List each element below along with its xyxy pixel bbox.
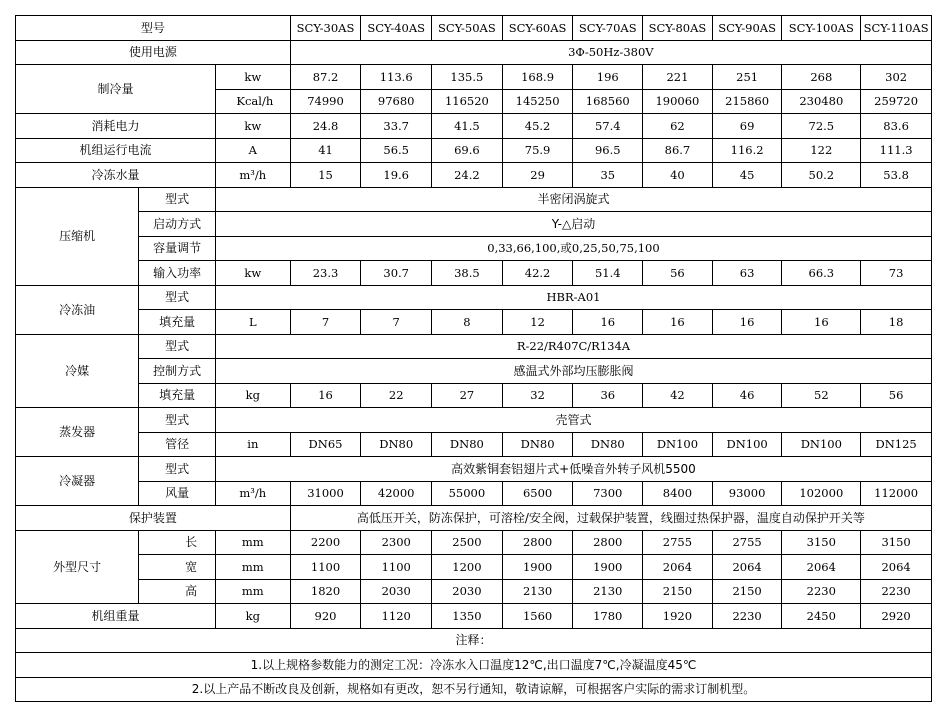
oil-fill-row [16, 310, 932, 335]
value-cell: 116.2 [712, 138, 782, 163]
dimension-length-row [16, 530, 932, 555]
notes-title-row [16, 628, 932, 653]
sub-label: 高 [139, 579, 216, 604]
compressor-capacity-row [16, 236, 932, 261]
value-cell: 3150 [782, 530, 861, 555]
unit-cell: kw [215, 114, 290, 139]
protection-value: 高低压开关，防冻保护，可溶栓/安全阀，过载保护装置，线圈过热保护器，温度自动保护开关等 [290, 506, 931, 531]
value-cell: 41 [290, 138, 361, 163]
value-cell: 16 [573, 310, 643, 335]
value-cell: 2150 [643, 579, 713, 604]
value-cell: 116520 [432, 89, 503, 114]
unit-cell: L [215, 310, 290, 335]
sub-label: 填充量 [139, 310, 216, 335]
value-cell: 27 [432, 383, 503, 408]
evaporator-pipe-row [16, 432, 932, 457]
power-consumption-row [16, 114, 932, 139]
evaporator-type-row [16, 408, 932, 433]
value-cell: 16 [782, 310, 861, 335]
value-cell: 23.3 [290, 261, 361, 286]
unit-cell: kw [215, 261, 290, 286]
value-cell: 50.2 [782, 163, 861, 188]
unit-cell: mm [215, 530, 290, 555]
value-cell: 42000 [361, 481, 432, 506]
value-cell: 2800 [573, 530, 643, 555]
power-supply-label: 使用电源 [16, 40, 291, 65]
value-cell: 251 [712, 65, 782, 90]
oil-label: 冷冻油 [16, 285, 139, 334]
model-name: SCY-110AS [861, 16, 932, 41]
value-cell: 268 [782, 65, 861, 90]
notes-line1-row [16, 653, 932, 678]
value-cell: 2030 [361, 579, 432, 604]
value-cell: 69 [712, 114, 782, 139]
value-cell: 96.5 [573, 138, 643, 163]
unit-cell: A [215, 138, 290, 163]
value-cell: 135.5 [432, 65, 503, 90]
value-cell: DN80 [361, 432, 432, 457]
value-cell: 215860 [712, 89, 782, 114]
value-cell: 190060 [643, 89, 713, 114]
value-cell: 196 [573, 65, 643, 90]
value-cell: 83.6 [861, 114, 932, 139]
value-cell: 15 [290, 163, 361, 188]
compressor-input-row [16, 261, 932, 286]
oil-type-row [16, 285, 932, 310]
value-cell: 35 [573, 163, 643, 188]
value-cell: 302 [861, 65, 932, 90]
value-cell: 56 [643, 261, 713, 286]
value-cell: 168560 [573, 89, 643, 114]
value-cell: 1100 [290, 555, 361, 580]
value-cell: 102000 [782, 481, 861, 506]
current-row [16, 138, 932, 163]
refrigerant-label: 冷媒 [16, 334, 139, 408]
value-cell: 93000 [712, 481, 782, 506]
value-cell: 66.3 [782, 261, 861, 286]
value-cell: 122 [782, 138, 861, 163]
sub-label: 型式 [139, 408, 216, 433]
value-cell: DN125 [861, 432, 932, 457]
refrigerant-fill-row [16, 383, 932, 408]
value-cell: 1900 [573, 555, 643, 580]
value-cell: 1100 [361, 555, 432, 580]
note-line-1: 1.以上规格参数能力的测定工况：冷冻水入口温度12℃,出口温度7℃,冷凝温度45℃ [16, 653, 932, 678]
value-cell: 7 [361, 310, 432, 335]
value-cell: 1560 [502, 604, 573, 629]
model-name: SCY-40AS [361, 16, 432, 41]
value-cell: 1350 [432, 604, 503, 629]
value-cell: 2064 [712, 555, 782, 580]
power-supply-value: 3Φ-50Hz-380V [290, 40, 931, 65]
model-name: SCY-70AS [573, 16, 643, 41]
value-cell: 16 [712, 310, 782, 335]
model-name: SCY-60AS [502, 16, 573, 41]
header-row [16, 16, 932, 41]
sub-label: 控制方式 [139, 359, 216, 384]
value-cell: 19.6 [361, 163, 432, 188]
refrigerant-control-value: 感温式外部均压膨胀阀 [215, 359, 931, 384]
value-cell: 111.3 [861, 138, 932, 163]
value-cell: 2230 [712, 604, 782, 629]
value-cell: 112000 [861, 481, 932, 506]
condenser-label: 冷凝器 [16, 457, 139, 506]
value-cell: 45.2 [502, 114, 573, 139]
value-cell: 2500 [432, 530, 503, 555]
weight-label: 机组重量 [16, 604, 216, 629]
model-name: SCY-50AS [432, 16, 503, 41]
notes-line2-row [16, 677, 932, 702]
sub-label: 填充量 [139, 383, 216, 408]
value-cell: 1200 [432, 555, 503, 580]
value-cell: DN100 [782, 432, 861, 457]
value-cell: 45 [712, 163, 782, 188]
value-cell: 56 [861, 383, 932, 408]
value-cell: 52 [782, 383, 861, 408]
unit-cell: kg [215, 604, 290, 629]
model-name: SCY-90AS [712, 16, 782, 41]
protection-label: 保护装置 [16, 506, 291, 531]
protection-row [16, 506, 932, 531]
value-cell: 145250 [502, 89, 573, 114]
value-cell: 2064 [861, 555, 932, 580]
condenser-air-row [16, 481, 932, 506]
value-cell: 230480 [782, 89, 861, 114]
value-cell: 2800 [502, 530, 573, 555]
power-supply-row [16, 40, 932, 65]
value-cell: 920 [290, 604, 361, 629]
value-cell: 18 [861, 310, 932, 335]
spec-table [15, 15, 932, 702]
value-cell: 46 [712, 383, 782, 408]
sub-label: 型式 [139, 457, 216, 482]
dimensions-label: 外型尺寸 [16, 530, 139, 604]
value-cell: 8400 [643, 481, 713, 506]
value-cell: 2150 [712, 579, 782, 604]
value-cell: 3150 [861, 530, 932, 555]
value-cell: 2130 [502, 579, 573, 604]
value-cell: 72.5 [782, 114, 861, 139]
refrigerant-type-value: R-22/R407C/R134A [215, 334, 931, 359]
value-cell: 42.2 [502, 261, 573, 286]
sub-label: 管径 [139, 432, 216, 457]
value-cell: DN80 [432, 432, 503, 457]
current-label: 机组运行电流 [16, 138, 216, 163]
value-cell: 69.6 [432, 138, 503, 163]
value-cell: 31000 [290, 481, 361, 506]
value-cell: 42 [643, 383, 713, 408]
value-cell: DN80 [502, 432, 573, 457]
notes-title: 注释： [16, 628, 932, 653]
value-cell: 29 [502, 163, 573, 188]
compressor-start-value: Y-△启动 [215, 212, 931, 237]
value-cell: 2230 [861, 579, 932, 604]
unit-cell: mm [215, 555, 290, 580]
value-cell: 1780 [573, 604, 643, 629]
value-cell: 97680 [361, 89, 432, 114]
value-cell: 62 [643, 114, 713, 139]
sub-label: 宽 [139, 555, 216, 580]
value-cell: 41.5 [432, 114, 503, 139]
condenser-type-value: 高效紫铜套铝翅片式+低噪音外转子风机5500 [215, 457, 931, 482]
value-cell: 2130 [573, 579, 643, 604]
unit-cell: Kcal/h [215, 89, 290, 114]
sub-label: 风量 [139, 481, 216, 506]
value-cell: 2450 [782, 604, 861, 629]
value-cell: 2920 [861, 604, 932, 629]
cooling-label: 制冷量 [16, 65, 216, 114]
value-cell: 2200 [290, 530, 361, 555]
value-cell: 7300 [573, 481, 643, 506]
sub-label: 输入功率 [139, 261, 216, 286]
value-cell: 86.7 [643, 138, 713, 163]
value-cell: 8 [432, 310, 503, 335]
value-cell: 22 [361, 383, 432, 408]
model-label: 型号 [16, 16, 291, 41]
compressor-type-value: 半密闭涡旋式 [215, 187, 931, 212]
value-cell: 75.9 [502, 138, 573, 163]
value-cell: 16 [290, 383, 361, 408]
condenser-type-row [16, 457, 932, 482]
sub-label: 型式 [139, 334, 216, 359]
value-cell: 51.4 [573, 261, 643, 286]
model-name: SCY-100AS [782, 16, 861, 41]
unit-cell: mm [215, 579, 290, 604]
value-cell: 30.7 [361, 261, 432, 286]
value-cell: 2064 [643, 555, 713, 580]
value-cell: 2755 [643, 530, 713, 555]
value-cell: 73 [861, 261, 932, 286]
value-cell: 6500 [502, 481, 573, 506]
refrigerant-control-row [16, 359, 932, 384]
value-cell: 168.9 [502, 65, 573, 90]
value-cell: 24.2 [432, 163, 503, 188]
value-cell: 57.4 [573, 114, 643, 139]
value-cell: 74990 [290, 89, 361, 114]
value-cell: 1920 [643, 604, 713, 629]
model-name: SCY-30AS [290, 16, 361, 41]
value-cell: 1900 [502, 555, 573, 580]
value-cell: 40 [643, 163, 713, 188]
model-name: SCY-80AS [643, 16, 713, 41]
sub-label: 启动方式 [139, 212, 216, 237]
unit-cell: kw [215, 65, 290, 90]
value-cell: 2300 [361, 530, 432, 555]
value-cell: 56.5 [361, 138, 432, 163]
value-cell: 221 [643, 65, 713, 90]
unit-cell: m³/h [215, 481, 290, 506]
compressor-start-row [16, 212, 932, 237]
value-cell: 1820 [290, 579, 361, 604]
note-line-2: 2.以上产品不断改良及创新，规格如有更改，恕不另行通知，敬请谅解，可根据客户实际的需求订制机型。 [16, 677, 932, 702]
sub-label: 长 [139, 530, 216, 555]
value-cell: 2230 [782, 579, 861, 604]
refrigerant-type-row [16, 334, 932, 359]
value-cell: 36 [573, 383, 643, 408]
water-flow-row [16, 163, 932, 188]
value-cell: 12 [502, 310, 573, 335]
value-cell: 2030 [432, 579, 503, 604]
value-cell: 33.7 [361, 114, 432, 139]
sub-label: 容量调节 [139, 236, 216, 261]
unit-cell: m³/h [215, 163, 290, 188]
dimension-width-row [16, 555, 932, 580]
value-cell: 38.5 [432, 261, 503, 286]
value-cell: 32 [502, 383, 573, 408]
water-flow-label: 冷冻水量 [16, 163, 216, 188]
value-cell: 87.2 [290, 65, 361, 90]
value-cell: DN80 [573, 432, 643, 457]
sub-label: 型式 [139, 285, 216, 310]
weight-row [16, 604, 932, 629]
cooling-kw-row [16, 65, 932, 90]
unit-cell: in [215, 432, 290, 457]
value-cell: 24.8 [290, 114, 361, 139]
value-cell: 2755 [712, 530, 782, 555]
evaporator-label: 蒸发器 [16, 408, 139, 457]
value-cell: 63 [712, 261, 782, 286]
compressor-type-row [16, 187, 932, 212]
value-cell: DN100 [643, 432, 713, 457]
compressor-capacity-value: 0,33,66,100,或0,25,50,75,100 [215, 236, 931, 261]
oil-type-value: HBR-A01 [215, 285, 931, 310]
value-cell: 2064 [782, 555, 861, 580]
value-cell: DN100 [712, 432, 782, 457]
value-cell: DN65 [290, 432, 361, 457]
value-cell: 1120 [361, 604, 432, 629]
value-cell: 7 [290, 310, 361, 335]
evaporator-type-value: 壳管式 [215, 408, 931, 433]
dimension-height-row [16, 579, 932, 604]
value-cell: 259720 [861, 89, 932, 114]
value-cell: 16 [643, 310, 713, 335]
unit-cell: kg [215, 383, 290, 408]
value-cell: 53.8 [861, 163, 932, 188]
value-cell: 113.6 [361, 65, 432, 90]
compressor-label: 压缩机 [16, 187, 139, 285]
value-cell: 55000 [432, 481, 503, 506]
power-consumption-label: 消耗电力 [16, 114, 216, 139]
sub-label: 型式 [139, 187, 216, 212]
